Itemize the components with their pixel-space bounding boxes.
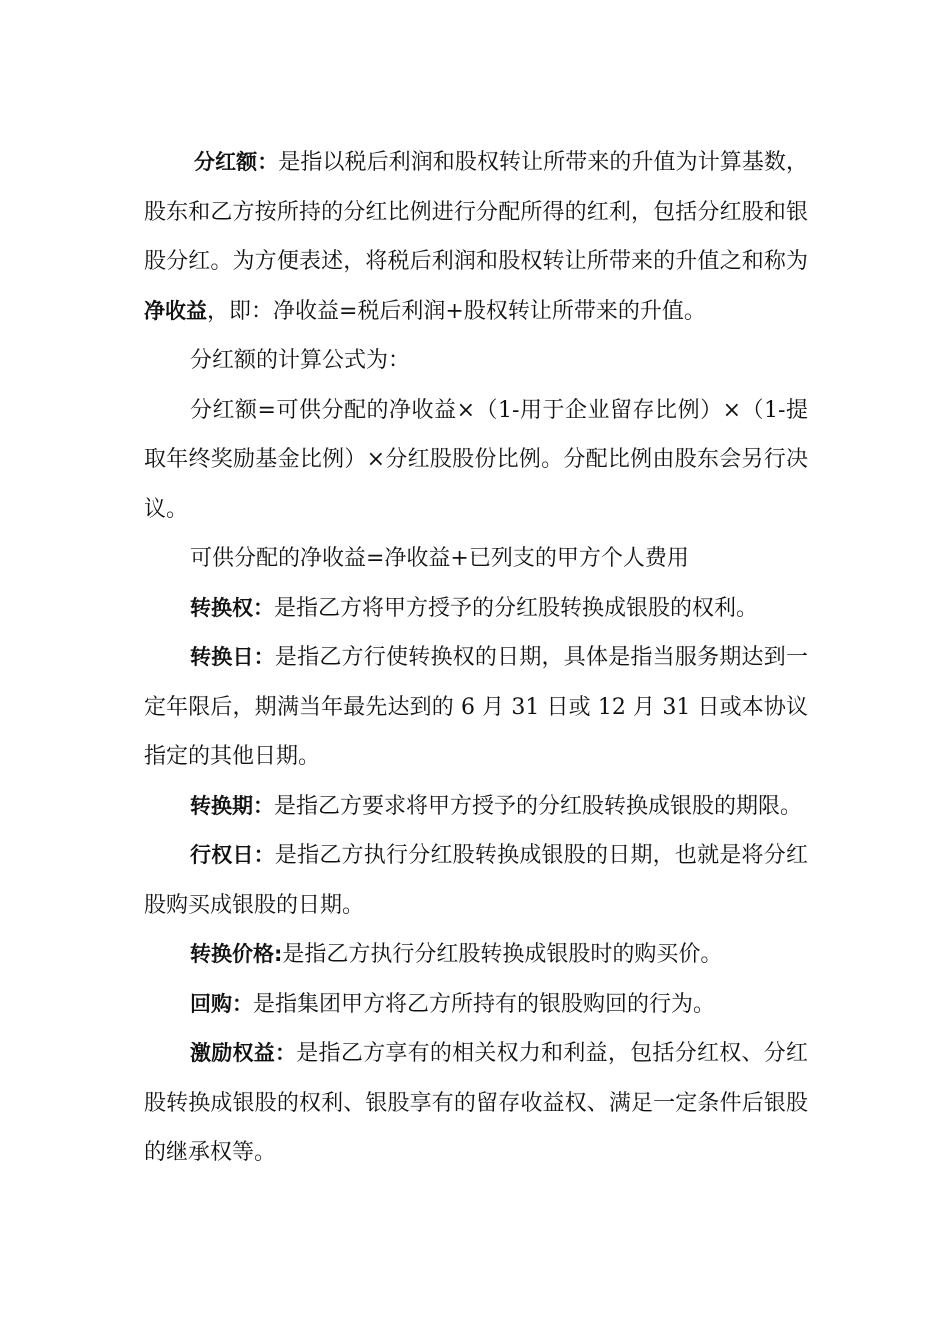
paragraph-exercise-date xyxy=(144,831,808,930)
paragraph-text: 是指乙方执行分红股转换成银股的日期，也就是将分红股购买成银股的日期。 xyxy=(144,843,808,918)
paragraph-dividend-definition xyxy=(144,138,808,336)
term-dividend-amount: 分红额： xyxy=(194,150,279,174)
paragraph-text: 是指乙方执行分红股转换成银股时的购买价。 xyxy=(282,942,723,967)
term-conversion-right: 转换权： xyxy=(190,595,274,620)
term-net-income: 净收益 xyxy=(144,298,207,323)
paragraph-text: 是指乙方享有的相关权力和利益，包括分红权、分红股转换成银股的权利、银股享有的留存收益权、满足一定条件后银股的继承权等。 xyxy=(144,1041,808,1165)
term-conversion-period: 转换期： xyxy=(190,793,274,818)
term-conversion-date: 转换日： xyxy=(190,645,275,669)
paragraph-incentive-rights xyxy=(144,1029,808,1178)
paragraph-text: ，即：净收益=税后利润+股权转让所带来的升值。 xyxy=(207,298,706,324)
paragraph-distributable-income xyxy=(144,534,808,584)
paragraph-text: 是指乙方要求将甲方授予的分红股转换成银股的期限。 xyxy=(274,793,803,819)
term-buyback: 回购： xyxy=(190,991,253,1016)
term-incentive-rights: 激励权益： xyxy=(190,1041,297,1065)
paragraph-conversion-date xyxy=(144,633,808,782)
paragraph-formula-intro xyxy=(144,336,808,386)
paragraph-text: 分红额=可供分配的净收益×（1-用于企业留存比例）×（1-提取年终奖励基金比例）×分红股股份比例。分配比例由股东会另行决议。 xyxy=(144,397,808,522)
paragraph-text: 分红额的计算公式为： xyxy=(190,348,411,373)
paragraph-text: 是指集团甲方将乙方所持有的银股购回的行为。 xyxy=(253,991,716,1017)
paragraph-conversion-price xyxy=(144,930,808,980)
paragraph-conversion-period xyxy=(144,782,808,832)
document-body xyxy=(144,138,808,1178)
paragraph-conversion-right xyxy=(144,584,808,634)
term-exercise-date: 行权日： xyxy=(190,843,275,867)
paragraph-text: 可供分配的净收益=净收益+已列支的甲方个人费用 xyxy=(190,546,689,571)
paragraph-buyback xyxy=(144,980,808,1030)
paragraph-text: 是指乙方行使转换权的日期，具体是指当服务期达到一定年限后，期满当年最先达到的 6 月 31 日或 12 月 31 日或本协议指定的其他日期。 xyxy=(144,645,808,769)
paragraph-formula xyxy=(144,386,808,535)
paragraph-text: 是指以税后利润和股权转让所带来的升值为计算基数，股东和乙方按所持的分红比例进行分配所得的红利，包括分红股和银股分红。为方便表述，将税后利润和股权转让所带来的升值之和称为 xyxy=(144,150,808,274)
term-conversion-price: 转换价格: xyxy=(190,942,283,966)
paragraph-text: 是指乙方将甲方授予的分红股转换成银股的权利。 xyxy=(274,595,759,621)
